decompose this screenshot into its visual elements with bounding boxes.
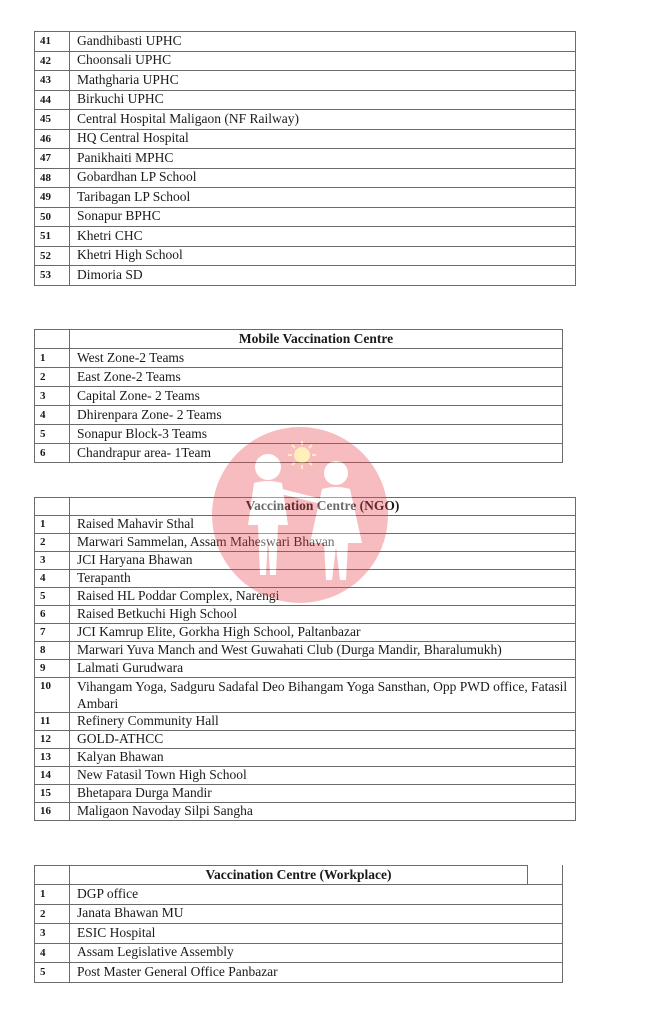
table-row <box>35 606 576 624</box>
row-number: 10 <box>35 678 70 713</box>
table-row <box>35 767 576 785</box>
centre-name: Marwari Yuva Manch and West Guwahati Club (Durga Mandir, Bharalumukh) <box>70 642 576 660</box>
header-blank-cell <box>35 330 70 349</box>
centre-name: Janata Bhawan MU <box>70 904 563 924</box>
table-row <box>35 349 563 368</box>
row-number: 3 <box>35 924 70 944</box>
table-row <box>35 90 576 110</box>
table-row <box>35 32 576 52</box>
table-row <box>35 731 576 749</box>
table-row <box>35 624 576 642</box>
row-number: 2 <box>35 534 70 552</box>
centre-name: ESIC Hospital <box>70 924 563 944</box>
row-number: 3 <box>35 387 70 406</box>
table-row <box>35 588 576 606</box>
centre-name: Central Hospital Maligaon (NF Railway) <box>70 110 576 130</box>
centre-name: Panikhaiti MPHC <box>70 149 576 169</box>
row-number: 5 <box>35 425 70 444</box>
table-header-row <box>35 866 563 885</box>
centre-name: Terapanth <box>70 570 576 588</box>
row-number: 11 <box>35 713 70 731</box>
row-number: 5 <box>35 963 70 983</box>
table-title: Mobile Vaccination Centre <box>70 330 563 349</box>
row-number: 41 <box>35 32 70 52</box>
centre-name: Post Master General Office Panbazar <box>70 963 563 983</box>
ngo-vaccination-table <box>34 497 576 821</box>
table-row <box>35 168 576 188</box>
header-gap-cell <box>528 866 563 885</box>
centre-name: East Zone-2 Teams <box>70 368 563 387</box>
row-number: 1 <box>35 885 70 905</box>
centre-name: Refinery Community Hall <box>70 713 576 731</box>
centre-name: Marwari Sammelan, Assam Maheswari Bhavan <box>70 534 576 552</box>
table-row <box>35 943 563 963</box>
row-number: 5 <box>35 588 70 606</box>
row-number: 1 <box>35 516 70 534</box>
centre-name: Sonapur Block-3 Teams <box>70 425 563 444</box>
row-number: 42 <box>35 51 70 71</box>
table-row <box>35 570 576 588</box>
header-blank-cell <box>35 866 70 885</box>
centre-name: Gobardhan LP School <box>70 168 576 188</box>
centre-name: Raised Betkuchi High School <box>70 606 576 624</box>
centre-name: Kalyan Bhawan <box>70 749 576 767</box>
row-number: 12 <box>35 731 70 749</box>
centre-name: HQ Central Hospital <box>70 129 576 149</box>
centre-name: Lalmati Gurudwara <box>70 660 576 678</box>
table-row <box>35 207 576 227</box>
centre-name: GOLD-ATHCC <box>70 731 576 749</box>
centre-name: Maligaon Navoday Silpi Sangha <box>70 803 576 821</box>
row-number: 6 <box>35 606 70 624</box>
row-number: 1 <box>35 349 70 368</box>
centre-name: Khetri CHC <box>70 227 576 247</box>
table-row <box>35 749 576 767</box>
centre-name: Mathgharia UPHC <box>70 71 576 91</box>
row-number: 4 <box>35 570 70 588</box>
centre-name: Assam Legislative Assembly <box>70 943 563 963</box>
row-number: 50 <box>35 207 70 227</box>
centre-name: Bhetapara Durga Mandir <box>70 785 576 803</box>
table-row <box>35 678 576 713</box>
table-row <box>35 387 563 406</box>
row-number: 4 <box>35 943 70 963</box>
row-number: 14 <box>35 767 70 785</box>
row-number: 13 <box>35 749 70 767</box>
centre-name: Sonapur BPHC <box>70 207 576 227</box>
table-row <box>35 188 576 208</box>
row-number: 52 <box>35 246 70 266</box>
row-number: 2 <box>35 904 70 924</box>
centre-name: DGP office <box>70 885 563 905</box>
row-number: 15 <box>35 785 70 803</box>
table-row <box>35 425 563 444</box>
centre-name: Birkuchi UPHC <box>70 90 576 110</box>
table-row <box>35 785 576 803</box>
row-number: 46 <box>35 129 70 149</box>
table-row <box>35 246 576 266</box>
centre-name: Vihangam Yoga, Sadguru Sadafal Deo Bihangam Yoga Sansthan, Opp PWD office, Fatasil Ambari <box>70 678 576 713</box>
table-row <box>35 660 576 678</box>
table-row <box>35 51 576 71</box>
table-row <box>35 904 563 924</box>
centre-name: Gandhibasti UPHC <box>70 32 576 52</box>
table-row <box>35 924 563 944</box>
table-row <box>35 885 563 905</box>
table-title: Vaccination Centre (Workplace) <box>70 866 528 885</box>
header-blank-cell <box>35 498 70 516</box>
table-row <box>35 534 576 552</box>
row-number: 4 <box>35 406 70 425</box>
row-number: 53 <box>35 266 70 286</box>
table-row <box>35 129 576 149</box>
workplace-vaccination-table <box>34 865 563 983</box>
centre-name: Dhirenpara Zone- 2 Teams <box>70 406 563 425</box>
centre-name: New Fatasil Town High School <box>70 767 576 785</box>
table-title: Vaccination Centre (NGO) <box>70 498 576 516</box>
row-number: 49 <box>35 188 70 208</box>
centre-name: Taribagan LP School <box>70 188 576 208</box>
centre-name: Chandrapur area- 1Team <box>70 444 563 463</box>
row-number: 48 <box>35 168 70 188</box>
row-number: 47 <box>35 149 70 169</box>
row-number: 16 <box>35 803 70 821</box>
table-row <box>35 713 576 731</box>
centre-name: Choonsali UPHC <box>70 51 576 71</box>
table-header-row <box>35 498 576 516</box>
table-row <box>35 963 563 983</box>
centre-name: West Zone-2 Teams <box>70 349 563 368</box>
centre-name: JCI Kamrup Elite, Gorkha High School, Paltanbazar <box>70 624 576 642</box>
centre-name: Capital Zone- 2 Teams <box>70 387 563 406</box>
row-number: 3 <box>35 552 70 570</box>
centre-name: Raised Mahavir Sthal <box>70 516 576 534</box>
row-number: 43 <box>35 71 70 91</box>
table-header-row <box>35 330 563 349</box>
table-row <box>35 149 576 169</box>
row-number: 9 <box>35 660 70 678</box>
centre-name: Raised HL Poddar Complex, Narengi <box>70 588 576 606</box>
centre-name: Khetri High School <box>70 246 576 266</box>
table-row <box>35 642 576 660</box>
row-number: 7 <box>35 624 70 642</box>
table-row <box>35 552 576 570</box>
mobile-vaccination-table <box>34 329 563 463</box>
table-row <box>35 368 563 387</box>
table-row <box>35 110 576 130</box>
row-number: 2 <box>35 368 70 387</box>
row-number: 51 <box>35 227 70 247</box>
table-row <box>35 71 576 91</box>
table-row <box>35 406 563 425</box>
table-row <box>35 516 576 534</box>
health-centres-table <box>34 31 576 286</box>
table-row <box>35 227 576 247</box>
row-number: 6 <box>35 444 70 463</box>
row-number: 44 <box>35 90 70 110</box>
table-row <box>35 266 576 286</box>
row-number: 8 <box>35 642 70 660</box>
table-row <box>35 444 563 463</box>
centre-name: JCI Haryana Bhawan <box>70 552 576 570</box>
table-row <box>35 803 576 821</box>
row-number: 45 <box>35 110 70 130</box>
centre-name: Dimoria SD <box>70 266 576 286</box>
